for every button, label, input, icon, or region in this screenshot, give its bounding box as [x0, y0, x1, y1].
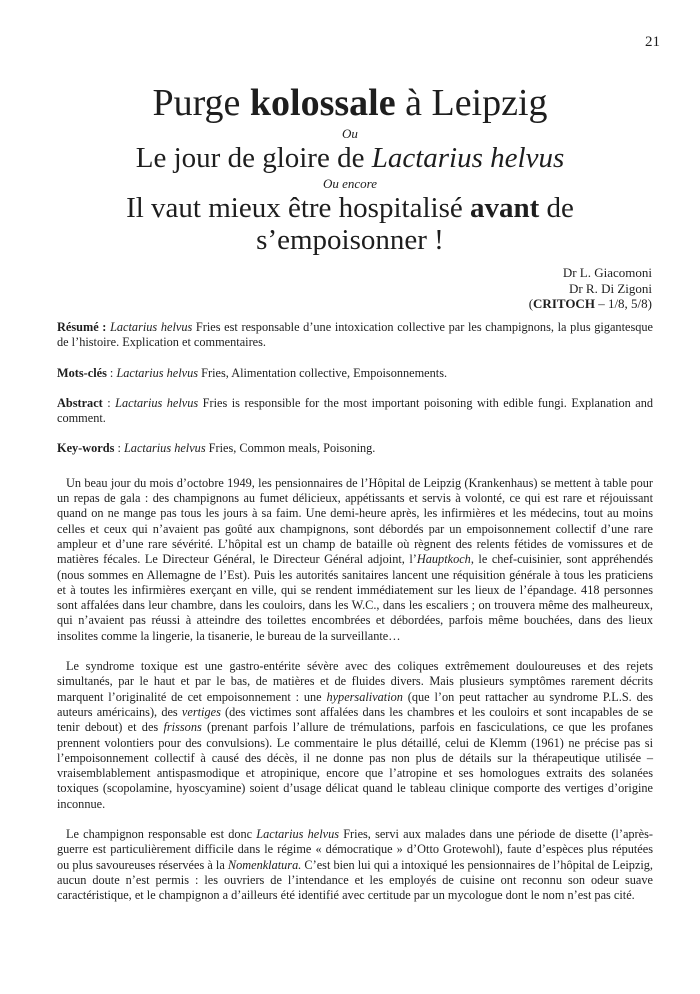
subtitle-text: Le jour de gloire de	[135, 142, 372, 174]
resume-paragraph	[57, 320, 653, 351]
article-title	[0, 82, 700, 124]
article-subtitle-2-cont: s’empoisonner !	[256, 224, 444, 256]
subtitle-bold-word: avant	[469, 192, 540, 224]
species-name: Lactarius helvus	[115, 395, 199, 410]
paragraph-text: (que l’on peut rattacher au syndrome P.L.S. des auteurs américains), des	[57, 689, 653, 719]
author-name: Dr L. Giacomoni	[562, 265, 652, 280]
species-name: Lactarius helvus	[116, 365, 199, 380]
article-subtitle-2	[0, 192, 700, 224]
affiliation-text: (	[528, 296, 534, 311]
title-text: à Leipzig	[395, 82, 548, 124]
abstract-label: Abstract	[57, 395, 103, 410]
body-paragraph-1	[57, 476, 653, 644]
keywords-fr-paragraph	[57, 366, 653, 381]
author-name: Dr R. Di Zigoni	[568, 280, 652, 296]
italic-term: Nomenklatura.	[227, 857, 302, 872]
article-title-block	[0, 82, 700, 256]
keywords-en-text: Fries, Common meals, Poisoning.	[205, 441, 376, 456]
resume-label: Résumé :	[57, 320, 107, 334]
separator: :	[106, 365, 117, 380]
affiliation-text: – 1/8, 5/8)	[594, 296, 652, 311]
species-name: Lactarius helvus	[123, 441, 206, 456]
paragraph-text: , le chef-cuisinier, sont appréhendés (nous sommes en Allemagne de l’Est). Puis les autorités sanitaires lancent une réquisition générale à tous les praticiens et à toutes les infirmières exerçant en ville, qui se rendent immédiatement sur les lieux de l’épandage. 418 personnes sont affalées dans leur chambre, dans les couloirs, dans les W.C., dans les escaliers ; on trouvera même des malheureux, qui n’avaient pas réussi à atteindre des toilettes encombrées et débordées, parfois même bouchées, dans des lieux insolites comme la lingerie, la tisanerie, le bureau de la surveillante…	[57, 552, 653, 643]
keywords-en-paragraph	[57, 441, 653, 456]
article-subtitle-1	[0, 142, 700, 174]
title-bold-word: kolossale	[249, 82, 396, 124]
subtitle-text: de	[539, 192, 574, 224]
title-text: Purge	[152, 82, 250, 124]
separator: :	[114, 441, 124, 456]
subtitle-text: Il vaut mieux être hospitalisé	[126, 192, 470, 224]
species-name: Lactarius helvus	[110, 320, 193, 334]
italic-term: frissons	[163, 720, 202, 735]
subtitle-species: Lactarius helvus	[371, 142, 565, 174]
body-paragraph-2	[57, 659, 653, 812]
keywords-fr-text: Fries, Alimentation collective, Empoisonnements.	[198, 365, 448, 380]
italic-term: Hauptkoch	[416, 552, 471, 567]
abstract-text: Fries is responsible for the most important poisoning with edible fungi. Explanation and comment.	[57, 395, 653, 426]
title-connector: Ou	[342, 126, 358, 141]
keywords-en-label: Key-words	[57, 441, 115, 456]
paragraph-text: (des victimes sont affalées dans les chambres et les couloirs et sont incapables de se tenir debout) et des	[57, 704, 653, 735]
italic-term: hypersalivation	[326, 689, 403, 704]
species-name: Lactarius helvus	[256, 827, 340, 842]
article-content	[57, 320, 653, 919]
body-paragraph-3	[57, 827, 653, 903]
paragraph-text: Un beau jour du mois d’octobre 1949, les pensionnaires de l’Hôpital de Leipzig (Krankenhaus) se mettent à table pour un repas de gala : des champignons au fumet délicieux, appétissants et servis à volonté, ce qui est rare et réjouissant quand on ne mange pas tous les jours à sa faim. Une demi-heure après, les infirmières et les médecins, tout au moins celles et ceux qui n’avaient pas goûté aux champignons, sont débordés par un empoisonnement collectif d’une rare ampleur et d’une rare sévérité. L’hôpital est un champ de bataille où règnent des relents fétides de vomissures et de matières fécales. Le Directeur Général, le Directeur Général adjoint, l’	[57, 475, 653, 567]
paragraph-text: C’est bien lui qui a intoxiqué les pensionnaires de l’hôpital de Leipzig, aucun doute n’est permis : les ouvriers de l’intendance et les employés de cuisine ont reconnu son odeur suave caractéristique, et le champignon a d’ailleurs été identifié avec certitude par un mycologue dont le nom n’est pas cité.	[57, 857, 653, 903]
italic-term: vertiges	[181, 704, 221, 719]
paragraph-text: Le syndrome toxique est une gastro-entérite sévère avec des coliques extrêmement douloureuses et des rejets simultanés, par le haut et par le bas, de matières et de fluides divers. Mais plusieurs symptômes rarement décrits marquent l’originalité de cet empoisonnement : une	[57, 659, 653, 704]
resume-text: Fries est responsable d’une intoxication collective par les champignons, la plus gigantesque de l’histoire. Explication et commentaires.	[57, 320, 653, 350]
paragraph-text: Fries, servi aux malades dans une période de disette (l’après-guerre est particulièrement difficile dans le régime « démocratique » d’Otto Grotewohl), faute d’espèces plus réputées ou plus savoureuses réservées à la	[57, 827, 653, 872]
page-number: 21	[645, 34, 660, 50]
separator: :	[102, 395, 116, 410]
abstract-paragraph	[57, 396, 653, 427]
keywords-fr-label: Mots-clés	[57, 365, 107, 380]
paragraph-text: Le champignon responsable est donc	[66, 827, 257, 842]
author-affiliation	[529, 296, 652, 312]
paragraph-text: (prenant parfois l’allure de trémulations, parfois en fasciculations, ce que les profanes prennent volontiers pour des convulsions). Le commentaire le plus détaillé, celui de Klemm (1961) ne précise pas si l’empoisonnement collectif à causé des décès, il ne donne pas non plus de détails sur la thérapeutique utilisée – vraisemblablement antispasmodique et atropinique, encore que l’atropine et ses homologues extraits des solanées toxiques (scopolamine, hyoscyamine) soient d’usage délicat quand le tableau clinique comporte des vertiges d’origine inconnue.	[57, 720, 653, 811]
title-connector: Ou encore	[322, 176, 378, 191]
authors-block	[529, 265, 652, 312]
affiliation-org: CRITOCH	[533, 296, 595, 311]
